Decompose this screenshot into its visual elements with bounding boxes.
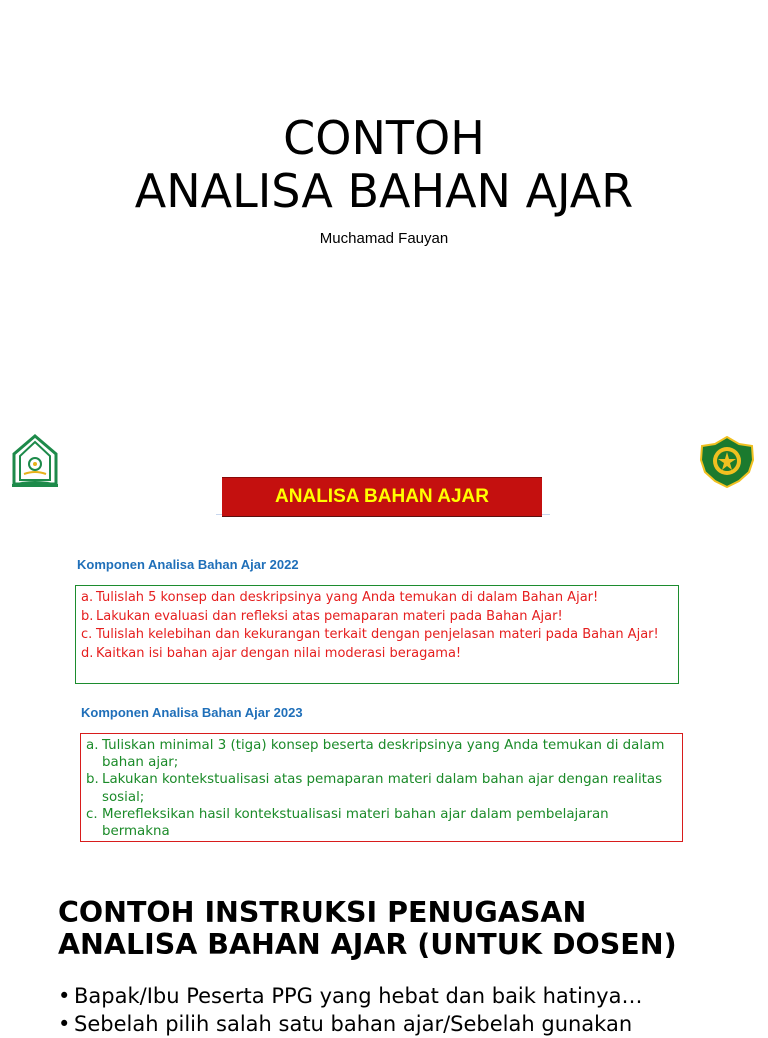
slide-title-line-2: ANALISA BAHAN AJAR bbox=[134, 164, 634, 218]
list-item bbox=[86, 737, 677, 771]
list-marker: b. bbox=[86, 772, 99, 788]
ministry-of-religious-affairs-emblem-icon bbox=[699, 436, 755, 488]
slide-title bbox=[0, 112, 768, 218]
list-item bbox=[86, 806, 677, 840]
komponen-2022-heading: Komponen Analisa Bahan Ajar 2022 bbox=[77, 557, 299, 572]
instruction-heading bbox=[58, 897, 758, 961]
banner-title: ANALISA BAHAN AJAR bbox=[222, 477, 542, 517]
komponen-2022-list bbox=[81, 589, 673, 663]
author-name: Muchamad Fauyan bbox=[319, 230, 449, 247]
instruction-heading-line-2: ANALISA BAHAN AJAR (UNTUK DOSEN) bbox=[58, 928, 677, 961]
list-item bbox=[81, 608, 673, 627]
bullet-text: Sebelah pilih salah satu bahan ajar/Sebelah gunakan bbox=[74, 1012, 633, 1036]
komponen-2022-box bbox=[75, 585, 679, 684]
bullet-text: Bapak/Ibu Peserta PPG yang hebat dan baik hatinya… bbox=[74, 984, 643, 1008]
komponen-2023-heading: Komponen Analisa Bahan Ajar 2023 bbox=[81, 705, 303, 720]
list-item-text: Kaitkan isi bahan ajar dengan nilai moderasi beragama! bbox=[96, 645, 462, 661]
list-item bbox=[81, 589, 673, 608]
list-marker: d. bbox=[81, 645, 94, 661]
instruction-bullets bbox=[58, 982, 758, 1038]
list-item-text: Tuliskan minimal 3 (tiga) konsep beserta deskripsinya yang Anda temukan di dalam bahan ajar; bbox=[102, 738, 665, 771]
list-marker: b. bbox=[81, 608, 94, 624]
list-item bbox=[81, 626, 673, 645]
list-item-text: Tulislah 5 konsep dan deskripsinya yang Anda temukan di dalam Bahan Ajar! bbox=[96, 590, 599, 605]
list-marker: a. bbox=[81, 590, 94, 605]
list-marker: c. bbox=[81, 627, 93, 642]
university-logo-icon bbox=[10, 434, 60, 488]
bullet-icon: • bbox=[58, 1012, 71, 1036]
list-item-text: Lakukan kontekstualisasi atas pemaparan materi dalam bahan ajar dengan realitas sosial; bbox=[102, 772, 663, 805]
list-item-text: Tulislah kelebihan dan kekurangan terkait dengan penjelasan materi pada Bahan Ajar! bbox=[96, 627, 659, 642]
list-item bbox=[86, 771, 677, 805]
list-marker: c. bbox=[86, 806, 98, 822]
komponen-2023-list bbox=[86, 737, 677, 840]
list-marker: a. bbox=[86, 738, 99, 753]
bullet-icon: • bbox=[58, 984, 71, 1008]
instruction-heading-line-1: CONTOH INSTRUKSI PENUGASAN bbox=[58, 896, 587, 929]
bullet-item bbox=[58, 1010, 758, 1038]
slide-title-line-1: CONTOH bbox=[283, 111, 485, 165]
list-item bbox=[81, 645, 673, 664]
list-item-text: Merefleksikan hasil kontekstualisasi materi bahan ajar dalam pembelajaran bermakna bbox=[102, 806, 609, 840]
bullet-item bbox=[58, 982, 758, 1010]
list-item-text: Lakukan evaluasi dan refleksi atas pemaparan materi pada Bahan Ajar! bbox=[96, 608, 563, 624]
komponen-2023-box bbox=[80, 733, 683, 842]
